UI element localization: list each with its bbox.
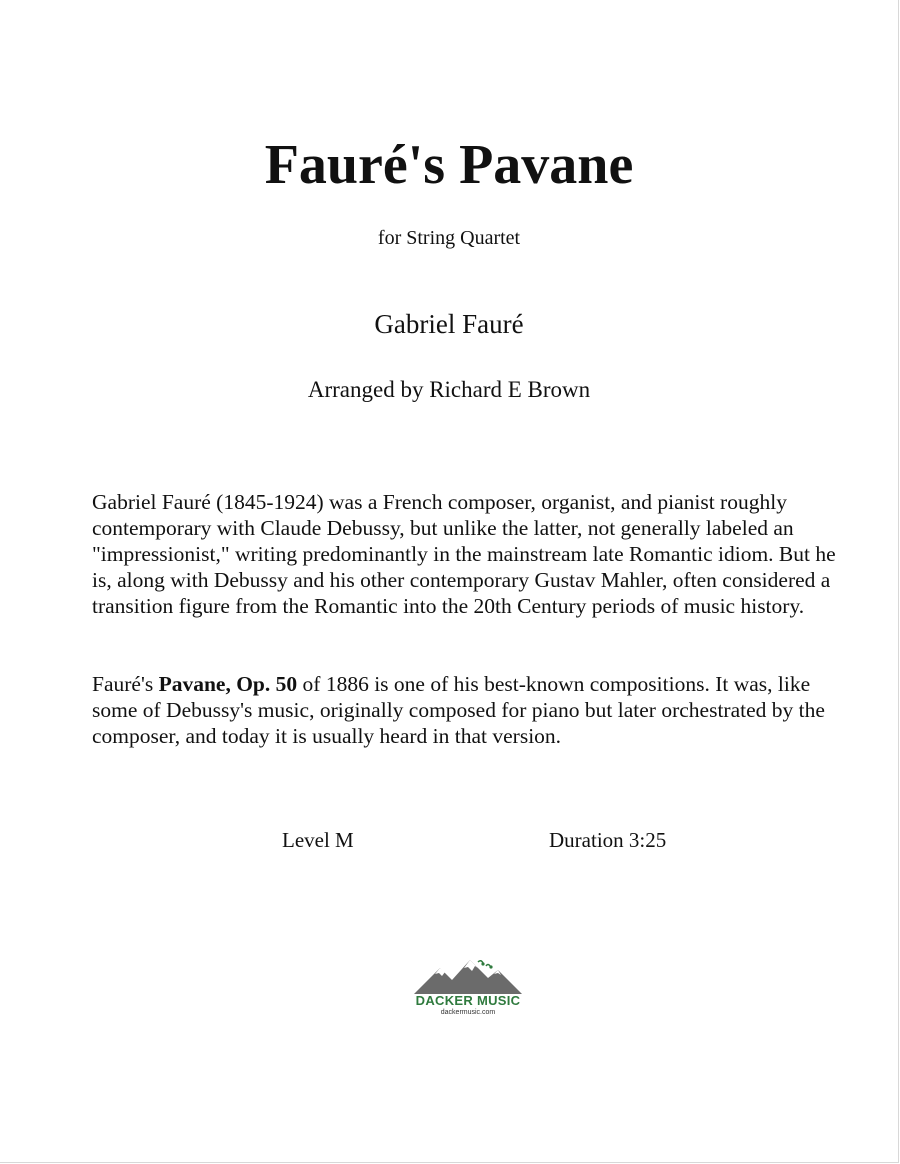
duration: Duration 3:25: [549, 828, 667, 852]
description-paragraph-1: Gabriel Fauré (1845-1924) was a French composer, organist, and pianist roughly contemporary with Claude Debussy, but unlike the latter, not generally labeled an "impressionist," writing predominantly in the mainstream late Romantic idiom. But he is, along with Debussy and his other contemporary Gustav Mahler, often considered a transition figure from the Romantic into the 20th Century periods of music history.: [92, 490, 836, 618]
publisher-name: DACKER MUSIC: [415, 993, 521, 1008]
publisher-logo: [408, 956, 528, 1026]
arranger-credit: Arranged by Richard E Brown: [307, 377, 591, 402]
description-paragraph-2: [92, 671, 848, 749]
difficulty-level: Level M: [282, 828, 354, 852]
mountain-logo-icon: [412, 956, 524, 996]
work-title-bold: Pavane, Op. 50: [158, 672, 298, 696]
subtitle: for String Quartet: [377, 227, 521, 249]
paragraph-2-rest: of 1886 is one of his best-known compositions. It was, like some of Debussy's music, originally composed for piano but later orchestrated by the composer, and today it is usually heard in that version.: [92, 672, 825, 748]
publisher-url: dackermusic.com: [440, 1009, 496, 1016]
paragraph-2-lead: Fauré's: [92, 672, 159, 696]
page-title: Fauré's Pavane: [264, 134, 634, 196]
composer-name: Gabriel Fauré: [374, 309, 524, 339]
